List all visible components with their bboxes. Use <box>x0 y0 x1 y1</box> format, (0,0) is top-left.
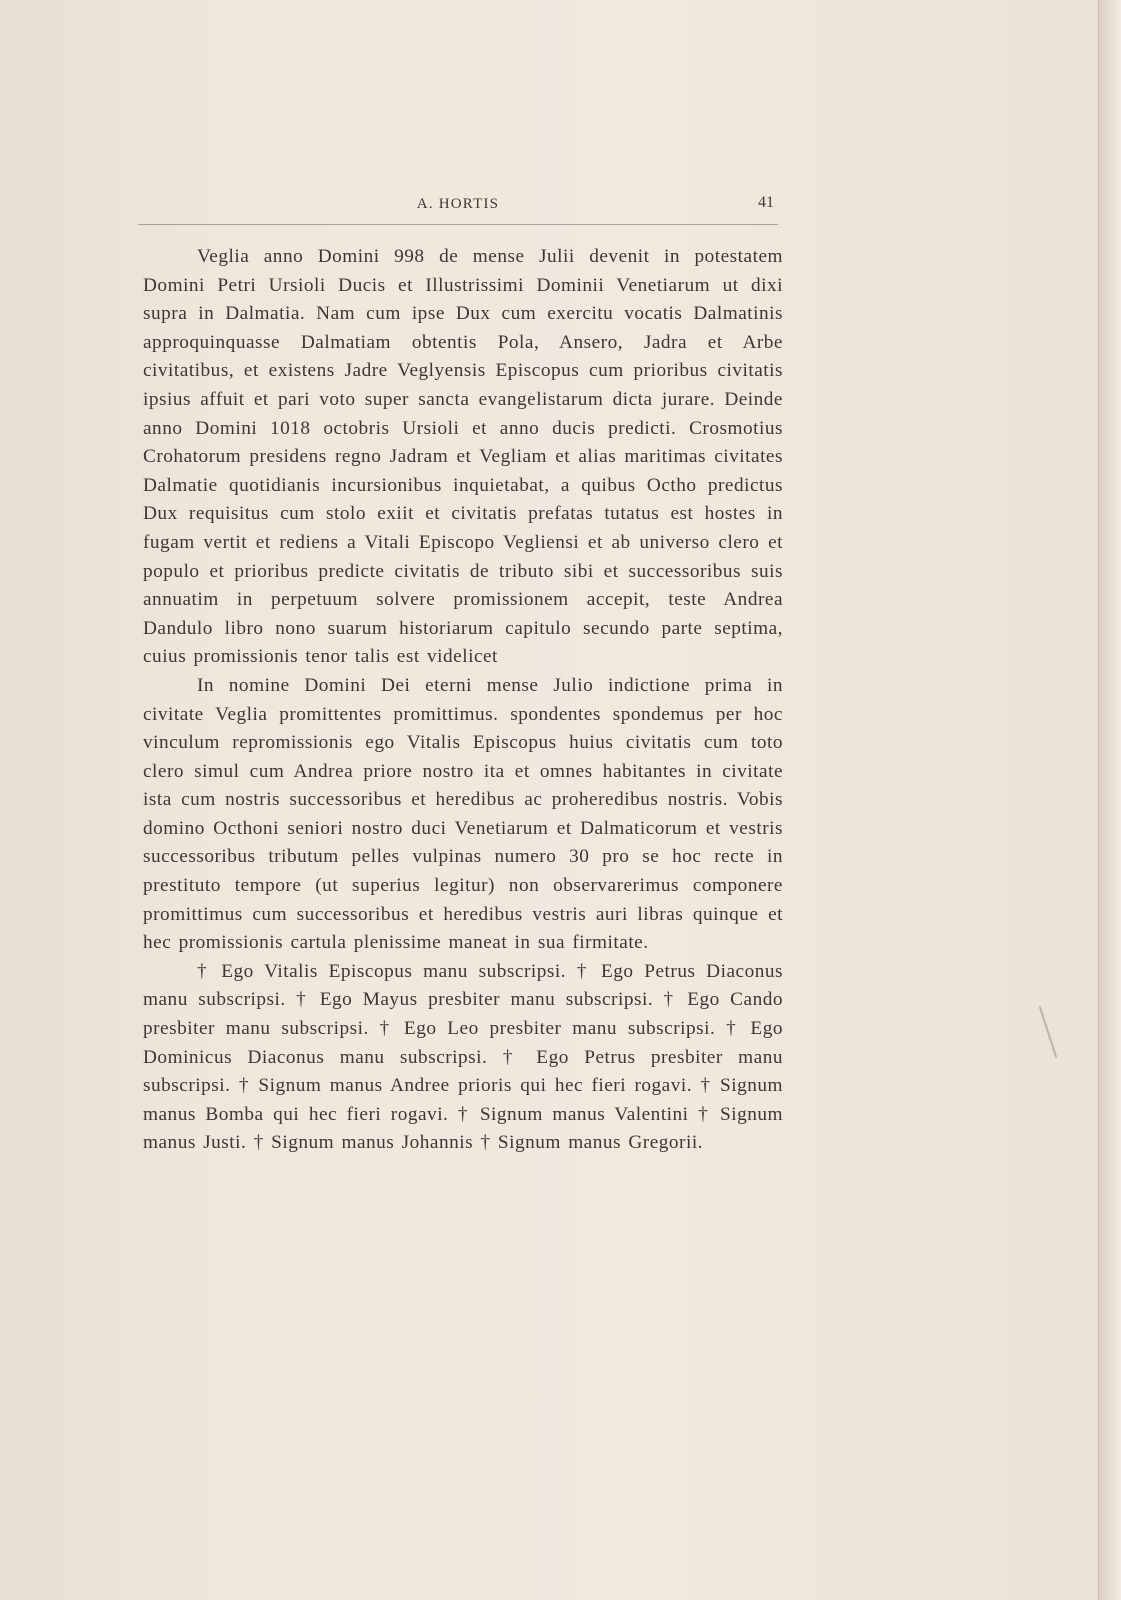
paragraph-signatures: † Ego Vitalis Episcopus manu subscripsi. † Ego Petrus Diaconus manu subscripsi. † Ego Mayus presbiter manu subscripsi. † Ego Cando presbiter manu subscripsi. † Ego Leo presbiter manu subscripsi. † Ego Dominicus Diaconus manu subscripsi. † Ego Petrus presbiter manu subscripsi. † Signum manus Andree prioris qui hec fieri rogavi. † Signum manus Bomba qui hec fieri rogavi. † Signum manus Valentini † Signum manus Justi. † Signum manus Johannis † Signum manus Gregorii. <box>143 960 783 1154</box>
page-edge <box>1098 0 1121 1600</box>
running-title: A. HORTIS <box>416 196 500 212</box>
page-number: 41 <box>758 194 774 211</box>
margin-mark <box>1039 1006 1058 1058</box>
header-rule <box>138 224 778 225</box>
paragraph-promissio: In nomine Domini Dei eterni mense Julio indictione prima in civitate Veglia promittentes promittimus. spondentes spondemus per hoc vinculum repromissionis ego Vitalis Episcopus huius civitatis cum toto clero simul cum Andrea priore nostro ita et omnes habitantes in civitate ista cum nostris successoribus et heredibus ac proheredibus nostris. Vobis domino Octhoni seniori nostro duci Venetiarum et Dalmaticorum et vestris successoribus tributum pelles vulpinas numero 30 pro se hoc recte in prestituto tempore (ut superius legitur) non observarerimus componere promittimus cum successoribus et heredibus vestris auri libras quinque et hec promissionis cartula plenissime maneat in sua firmitate. <box>143 674 783 954</box>
running-header <box>138 190 778 224</box>
paragraph-narrative: Veglia anno Domini 998 de mense Julii devenit in potestatem Domini Petri Ursioli Ducis et Illustrissimi Dominii Venetiarum ut dixi supra in Dalmatia. Nam cum ipse Dux cum exercitu vocatis Dalmatinis approquinquasse Dalmatiam obtentis Pola, Ansero, Jadra et Arbe civitatibus, et existens Jadre Veglyensis Episcopus cum prioribus civitatis ipsius affuit et pari voto super sancta evangelistarum dicta jurare. Deinde anno Domini 1018 octobris Ursioli et anno ducis predicti. Crosmotius Crohatorum presidens regno Jadram et Vegliam et alias maritimas civitates Dalmatie quotidianis incursionibus inquietabat, a quibus Octho predictus Dux requisitus cum stolo exiit et civitatis prefatas tutatus est hostes in fugam vertit et rediens a Vitali Episcopo Vegliensi et ab universo clero et populo et prioribus predicte civitatis de tributo sibi et successoribus suis annuatim in perpetuum solvere promissionem accepit, teste Andrea Dandulo libro nono suarum historiarum capitulo secundo parte septima, cuius promissionis tenor talis est videlicet <box>143 246 783 668</box>
body-text <box>143 243 783 1158</box>
